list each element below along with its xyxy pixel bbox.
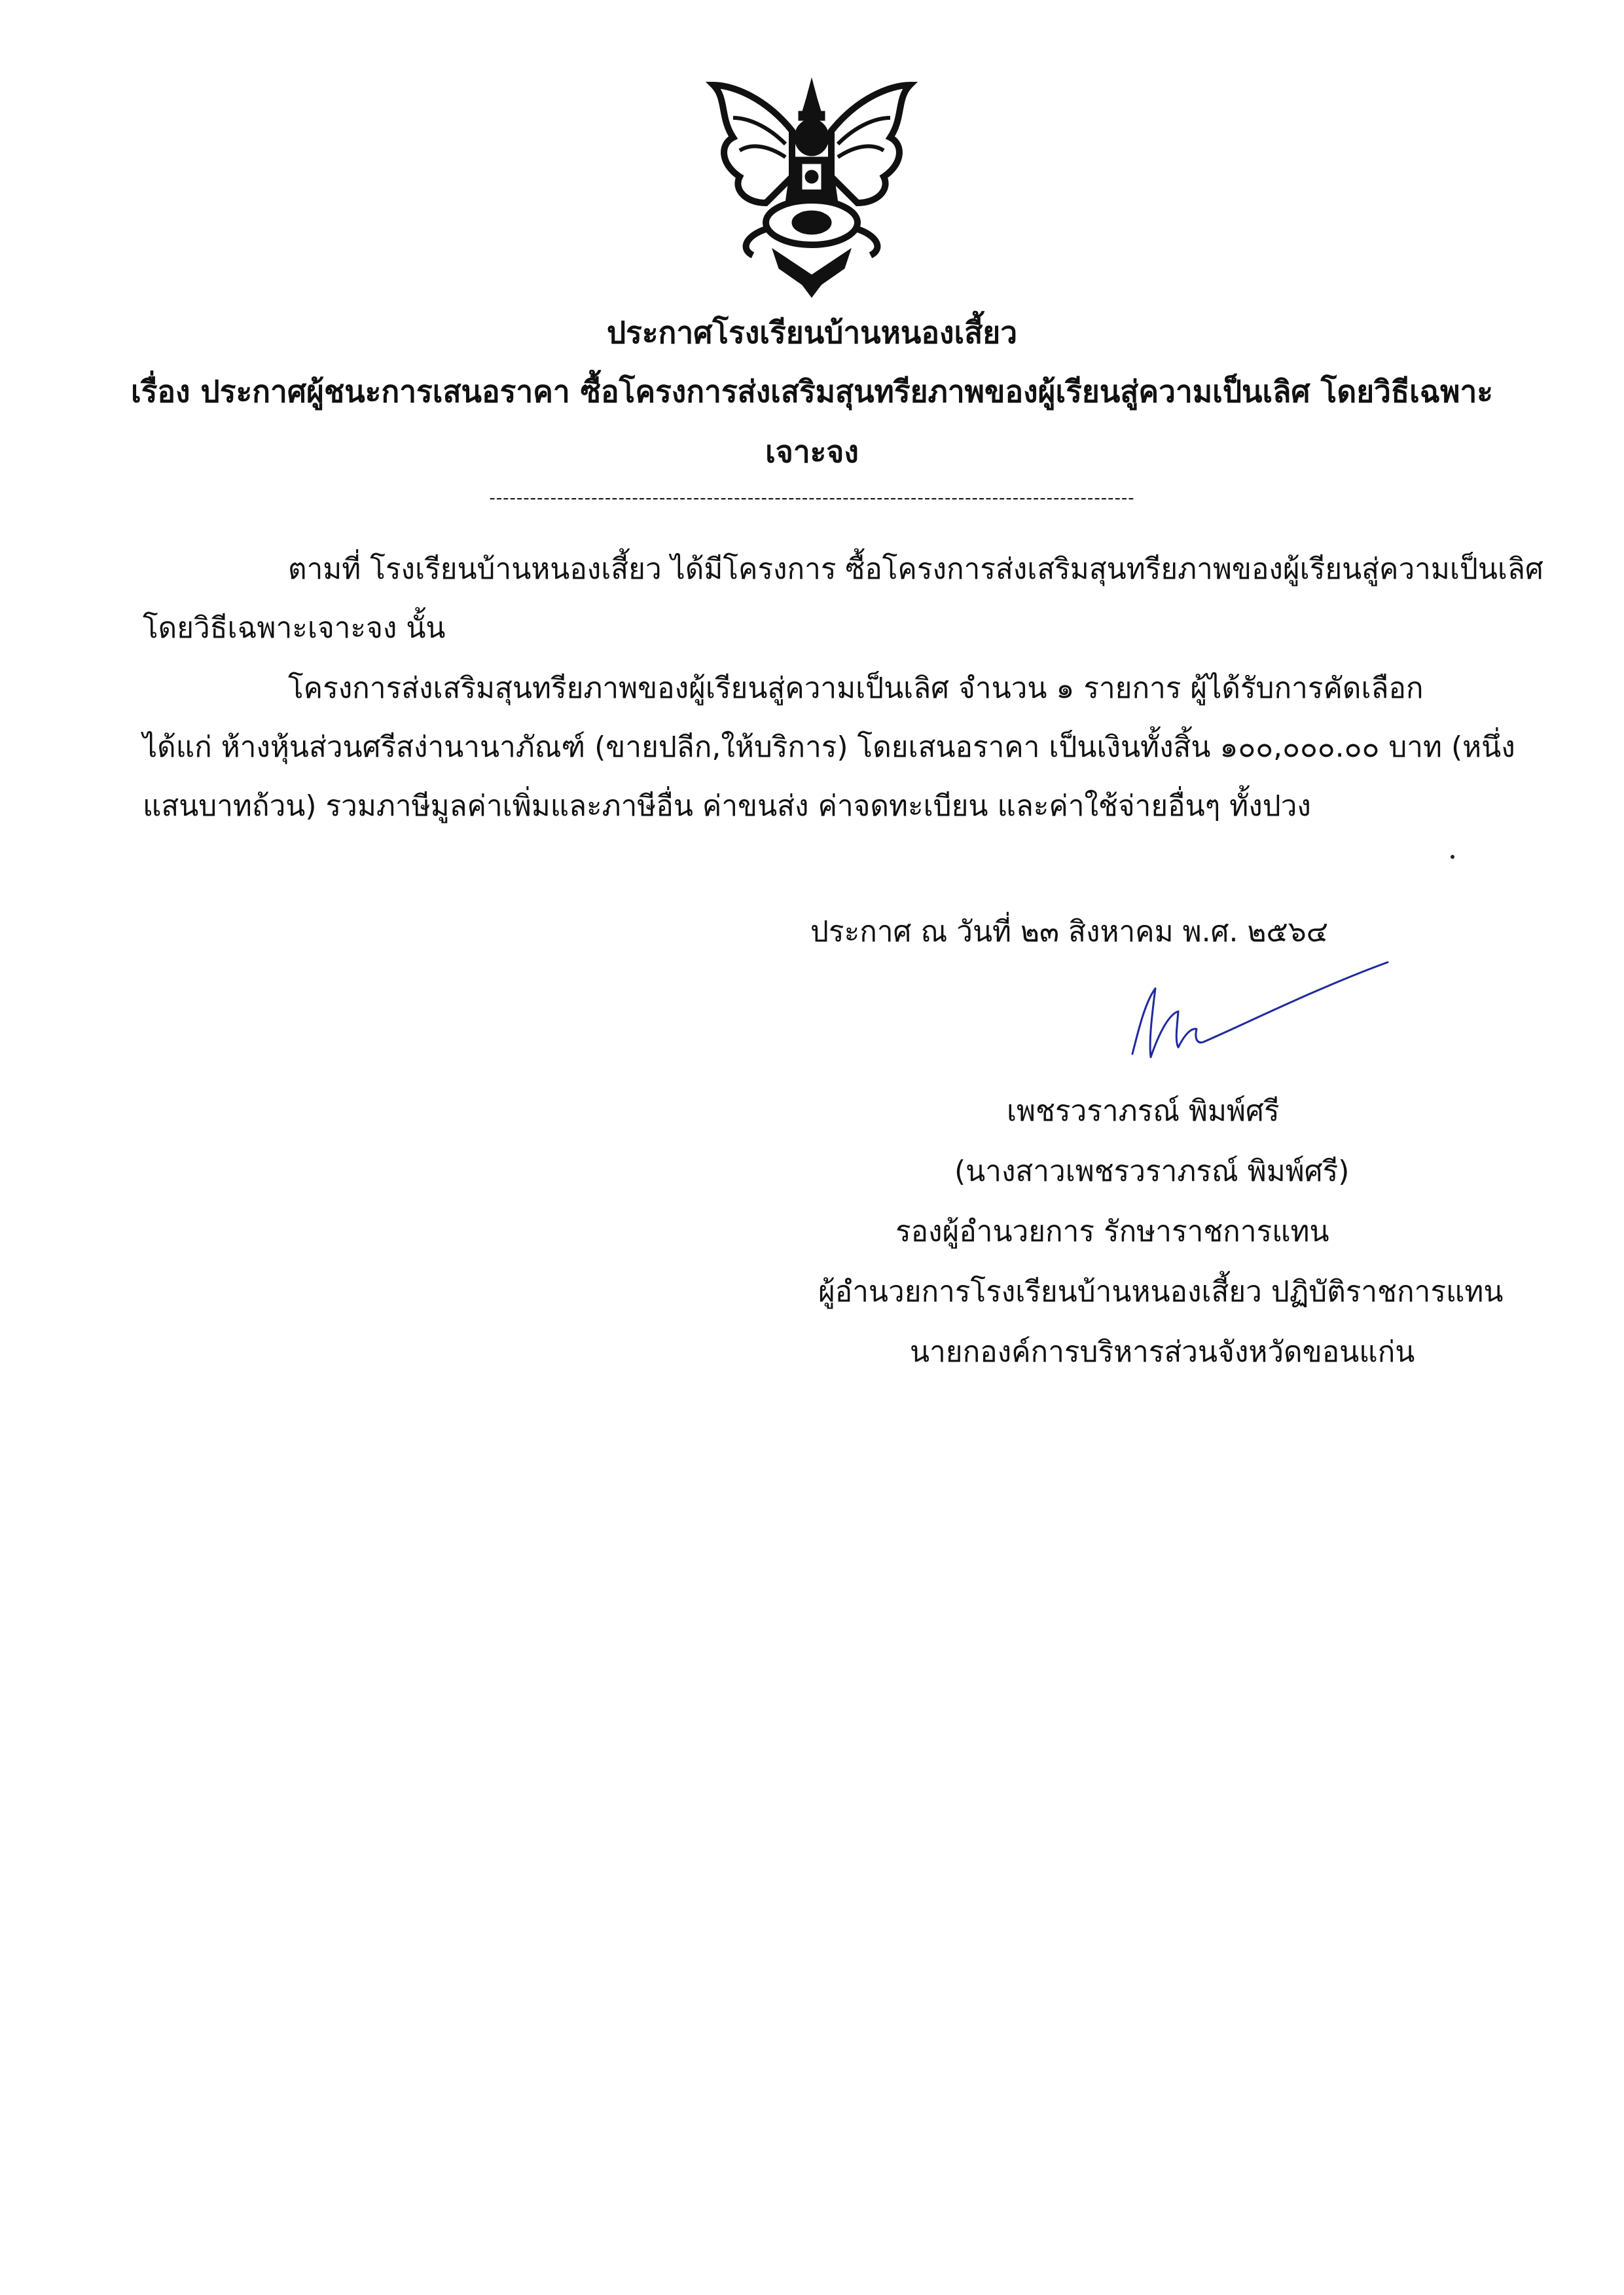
handwritten-signature [1119,949,1394,1074]
signer-name: เพชรวราภรณ์ พิมพ์ศรี [1007,1094,1280,1128]
paragraph1-line1: ตามที่ โรงเรียนบ้านหนองเสี้ยว ได้มีโครงการ ซื้อโครงการส่งเสริมสุนทรียภาพของผู้เรียนสู่ความเป็นเลิศ [288,552,1543,586]
signer-position-line1: รองผู้อำนวยการ รักษาราชการแทน [895,1215,1329,1248]
subject-line-1: เรื่อง ประกาศผู้ชนะการเสนอราคา ซื้อโครงการส่งเสริมสุนทรียภาพของผู้เรียนสู่ความเป็นเลิศ โดยวิธีเฉพาะ [131,374,1493,409]
announcement-date: ประกาศ ณ วันที่ ๒๓ สิงหาคม พ.ศ. ๒๕๖๔ [810,915,1329,949]
paragraph2-line2: ได้แก่ ห้างหุ้นส่วนศรีสง่านานาภัณฑ์ (ขายปลีก,ให้บริการ) โดยเสนอราคา เป็นเงินทั้งสิ้น ๑๐๐,๐๐๐.๐๐ บาท (หนึ่ง [143,731,1515,764]
paragraph2-line1: โครงการส่งเสริมสุนทรียภาพของผู้เรียนสู่ความเป็นเลิศ จำนวน ๑ รายการ ผู้ได้รับการคัดเลือก [288,672,1424,705]
divider-line [0,488,1624,513]
scan-speck [1451,855,1454,859]
paragraph2-line3: แสนบาทถ้วน) รวมภาษีมูลค่าเพิ่มและภาษีอื่น ค่าขนส่ง ค่าจดทะเบียน และค่าใช้จ่ายอื่นๆ ทั้งปวง [143,789,1311,823]
signer-position-line2: ผู้อำนวยการโรงเรียนบ้านหนองเสี้ยว ปฏิบัติราชการแทน [818,1275,1504,1309]
signer-fullname: (นางสาวเพชรวราภรณ์ พิมพ์ศรี) [954,1155,1350,1188]
divider-dashes: ----------------------------------------------------------------------------------------------- [489,488,1135,508]
subject-line-2: เจาะจง [765,434,859,469]
paragraph1-line2: โดยวิธีเฉพาะเจาะจง นั้น [143,611,446,645]
signer-position-line3: นายกองค์การบริหารส่วนจังหวัดขอนแก่น [910,1335,1415,1369]
garuda-emblem-icon [694,72,929,301]
announcement-title: ประกาศโรงเรียนบ้านหนองเสี้ยว [606,315,1018,350]
